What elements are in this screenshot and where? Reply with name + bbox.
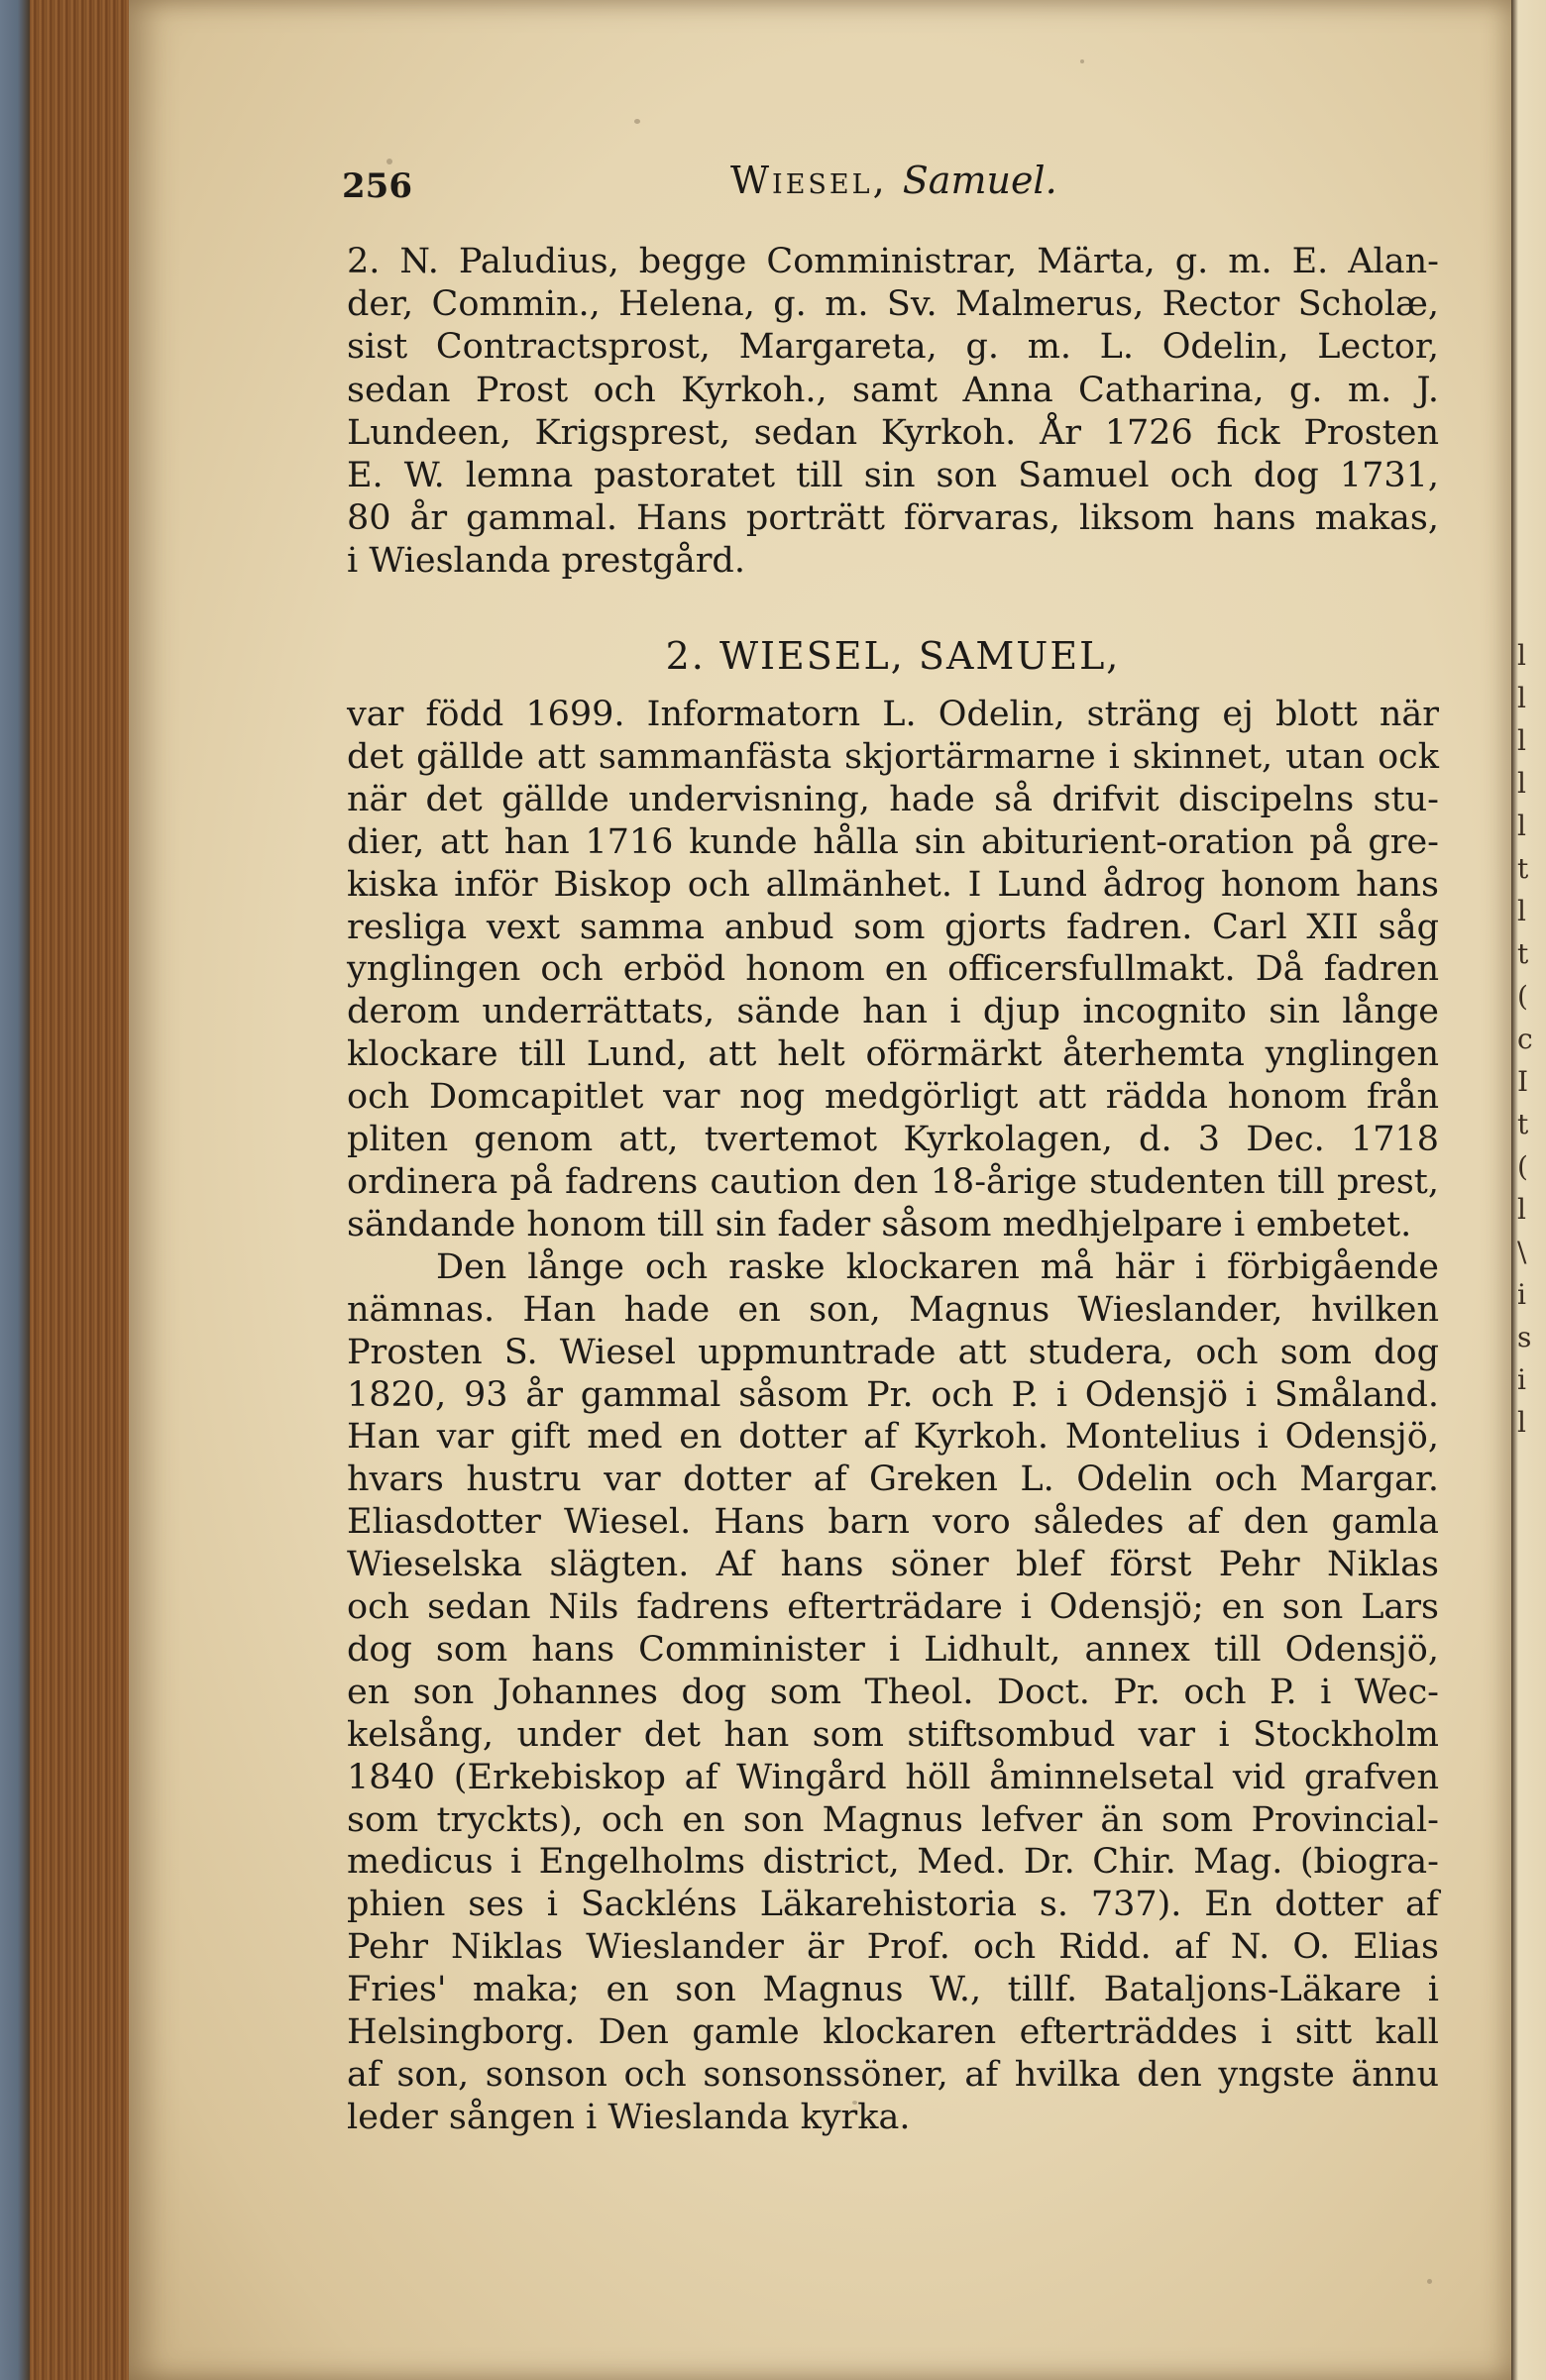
text-line: leder sången i Wieslanda kyrka. [347,2097,911,2137]
running-header [342,159,1234,218]
text-line: medicus i Engelholms district, Med. Dr. Chir. Mag. (biogra- [347,1842,1439,1883]
text-line: det gällde att sammanfästa skjortärmarne i skinnet, utan ock [347,736,1439,777]
text-line: dier, att han 1716 kunde hålla sin abiturient-oration på gre- [347,821,1439,862]
text-line: klockare till Lund, att helt oförmärkt återhemta ynglingen [347,1034,1439,1075]
facing-page-strip [1511,0,1546,2380]
text-line: Wieselska slägten. Af hans söner blef först Pehr Niklas [347,1545,1439,1585]
text-line: phien ses i Sackléns Läkarehistoria s. 737). En dotter af [347,1885,1439,1925]
text-line: ynglingen och erböd honom en officersfullmakt. Då fadren [347,949,1439,990]
text-line: Den långe och raske klockaren må här i förbigående [436,1246,1439,1287]
text-line: resliga vext samma anbud som gjorts fadren. Carl XII såg [347,907,1439,947]
text-line: pliten genom att, tvertemot Kyrkolagen, d. 3 Dec. 1718 [347,1120,1439,1160]
text-line: som tryckts), och en son Magnus lefver än som Provincial- [347,1799,1439,1840]
text-line: 1820, 93 år gammal såsom Pr. och P. i Odensjö i Småland. [347,1374,1439,1415]
text-line: derom underrättats, sände han i djup incognito sin långe [347,992,1439,1032]
text-line: och Domcapitlet var nog medgörligt att rädda honom från [347,1077,1439,1118]
text-line: sist Contractsprost, Margareta, g. m. L. Odelin, Lector, [347,327,1439,368]
facing-page-bleed-text: l l l l l t l t ( c I t ( l \ i s i l [1517,639,1533,1439]
text-line: kelsång, under det han som stiftsombud var i Stockholm [347,1714,1439,1755]
text-line: ordinera på fadrens caution den 18-årige studenten till prest, [347,1161,1439,1202]
text-line: Prosten S. Wiesel uppmuntrade att studera, och som dog [347,1332,1439,1372]
text-line: af son, sonson och sonsonssöner, af hvilka den yngste ännu [347,2055,1439,2095]
text-line: Pehr Niklas Wieslander är Prof. och Ridd. af N. O. Elias [347,1927,1439,1968]
paragraph-continued [347,241,1439,584]
text-line: Fries' maka; en son Magnus W., tillf. Bataljons-Läkare i [347,1970,1439,2010]
speck [634,119,640,124]
text-line: och sedan Nils fadrens efterträdare i Odensjö; en son Lars [347,1587,1439,1628]
page-number: 256 [342,166,412,206]
speck [1427,2279,1432,2284]
running-head-surname: Wiesel [730,159,873,202]
text-line: sedan Prost och Kyrkoh., samt Anna Catharina, g. m. J. [347,370,1439,410]
text-line: 2. N. Paludius, begge Comministrar, Märta, g. m. E. Alan- [347,242,1439,281]
biography-body [347,694,1439,2139]
text-line: en son Johannes dog som Theol. Doct. Pr. och P. i Wec- [347,1672,1439,1712]
text-line: Helsingborg. Den gamle klockaren efterträddes i sitt kall [347,2012,1439,2053]
text-line: i Wieslanda prestgård. [347,541,745,582]
text-line: der, Commin., Helena, g. m. Sv. Malmerus, Rector Scholæ, [347,284,1439,325]
text-line: sändande honom till sin fader såsom medhjelpare i embetet. [347,1204,1412,1244]
text-line: Eliasdotter Wiesel. Hans barn voro således af den gamla [347,1502,1439,1543]
text-line: Han var gift med en dotter af Kyrkoh. Montelius i Odensjö, [347,1417,1439,1458]
running-head: Wiesel, Samuel. [730,159,1057,202]
text-line: hvars hustru var dotter af Greken L. Odelin och Margar. [347,1460,1439,1500]
page-edges [30,0,139,2380]
speck [1080,59,1084,63]
text-line: Lundeen, Krigsprest, sedan Kyrkoh. År 1726 fick Prosten [347,412,1439,453]
text-line: när det gällde undervisning, hade så drifvit discipelns stu- [347,779,1439,819]
text-line: E. W. lemna pastoratet till sin son Samuel och dog 1731, [347,456,1439,496]
running-head-given: Samuel. [902,159,1057,202]
book-spine [0,0,30,2380]
text-line: 1840 (Erkebiskop af Wingård höll åminnelsetal vid grafven [347,1757,1439,1797]
section-heading: 2. WIESEL, SAMUEL, [665,634,1121,678]
text-line: var född 1699. Informatorn L. Odelin, sträng ej blott när [347,695,1439,734]
text-line: nämnas. Han hade en son, Magnus Wieslander, hvilken [347,1289,1439,1330]
text-line: dog som hans Comminister i Lidhult, annex till Odensjö, [347,1629,1439,1670]
text-line: kiska inför Biskop och allmänhet. I Lund ådrog honom hans [347,864,1439,905]
text-line: 80 år gammal. Hans porträtt förvaras, liksom hans makas, [347,498,1439,539]
